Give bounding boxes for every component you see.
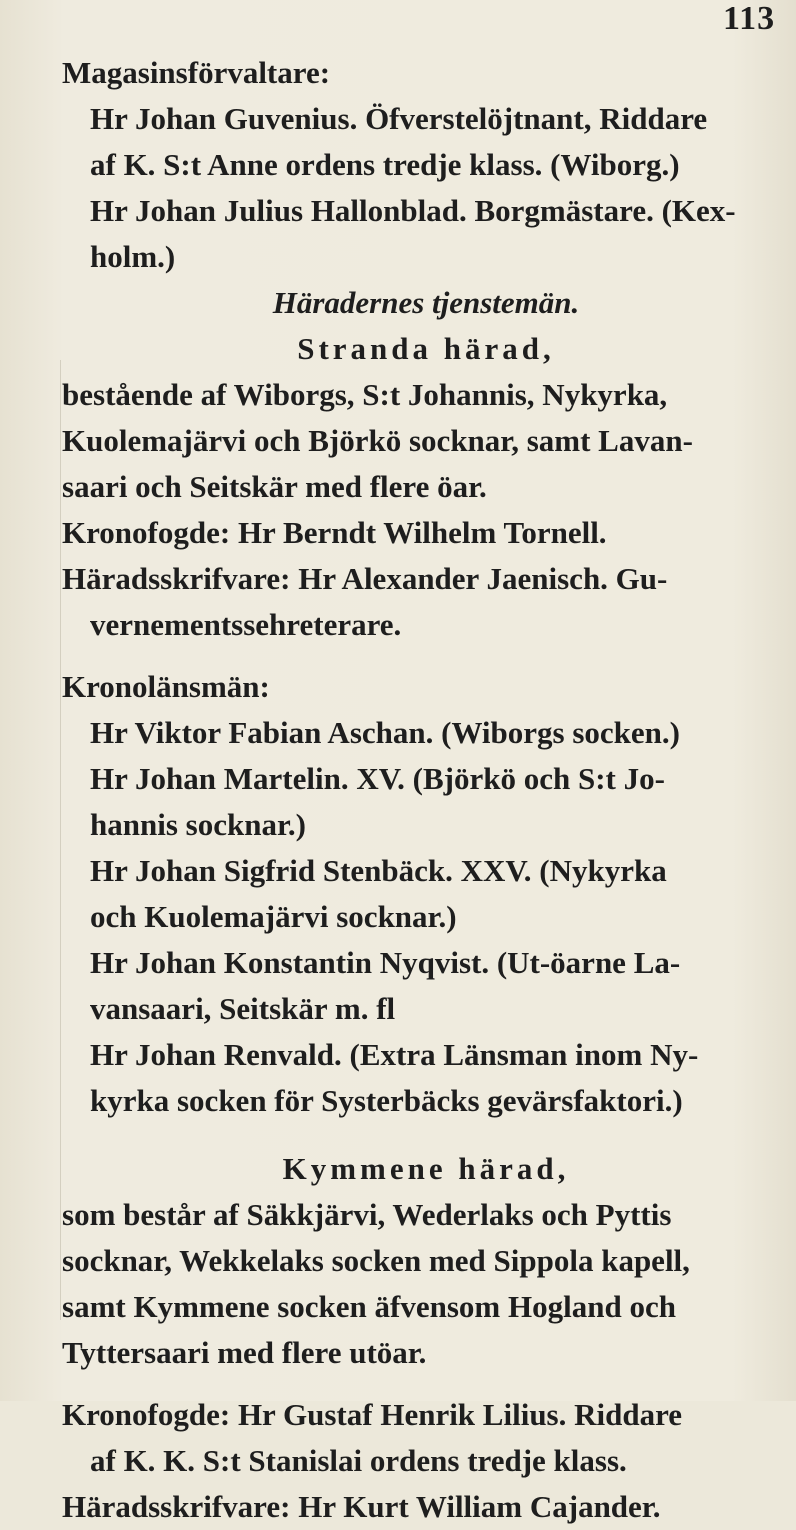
text-line: kyrka socken för Systerbäcks gevärsfaktori.) [90,1083,683,1118]
text-line: Hr Johan Renvald. (Extra Länsman inom Ny- [90,1037,699,1072]
text-line: Hr Johan Konstantin Nyqvist. (Ut-öarne La- [90,945,681,980]
text-line: Kuolemajärvi och Björkö socknar, samt Lavan- [62,423,693,458]
text-line: Kronofogde: Hr Berndt Wilhelm Tornell. [62,515,607,550]
text-line: Häradsskrifvare: Hr Kurt William Cajander. [62,1489,661,1524]
text-line: Magasinsförvaltare: [62,55,331,90]
section-heading: Stranda härad, [297,331,555,366]
text-line: Hr Johan Sigfrid Stenbäck. XXV. (Nykyrka [90,853,667,888]
text-line: Hr Johan Guvenius. Öfverstelöjtnant, Riddare [90,101,708,136]
text-line: hannis socknar.) [90,807,306,842]
text-line: holm.) [90,239,176,274]
text-line: Kronofogde: Hr Gustaf Henrik Lilius. Riddare [62,1397,683,1432]
text-line: Kronolänsmän: [62,669,270,704]
section-heading: Häradernes tjenstemän. [272,285,580,320]
text-line: Hr Johan Martelin. XV. (Björkö och S:t Jo- [90,761,665,796]
text-line: vansaari, Seitskär m. fl [90,991,396,1026]
text-line: bestående af Wiborgs, S:t Johannis, Nykyrka, [62,377,668,412]
section-heading: Kymmene härad, [282,1151,570,1186]
page-number: 113 [723,0,776,37]
text-line: af K. S:t Anne ordens tredje klass. (Wiborg.) [90,147,680,182]
text-line: och Kuolemajärvi socknar.) [90,899,457,934]
page-body [62,50,790,1530]
text-line: Häradsskrifvare: Hr Alexander Jaenisch. Gu- [62,561,668,596]
margin-shadow [60,360,61,1320]
text-line: af K. K. S:t Stanislai ordens tredje klass. [90,1443,627,1478]
text-line: Tyttersaari med flere utöar. [62,1335,427,1370]
text-line: samt Kymmene socken äfvensom Hogland och [62,1289,676,1324]
text-line: socknar, Wekkelaks socken med Sippola kapell, [62,1243,690,1278]
text-line: som består af Säkkjärvi, Wederlaks och Pyttis [62,1197,672,1232]
text-line: saari och Seitskär med flere öar. [62,469,487,504]
text-line: Hr Viktor Fabian Aschan. (Wiborgs socken.) [90,715,680,750]
text-line: Hr Johan Julius Hallonblad. Borgmästare. (Kex- [90,193,736,228]
text-line: vernementssehreterare. [90,607,402,642]
